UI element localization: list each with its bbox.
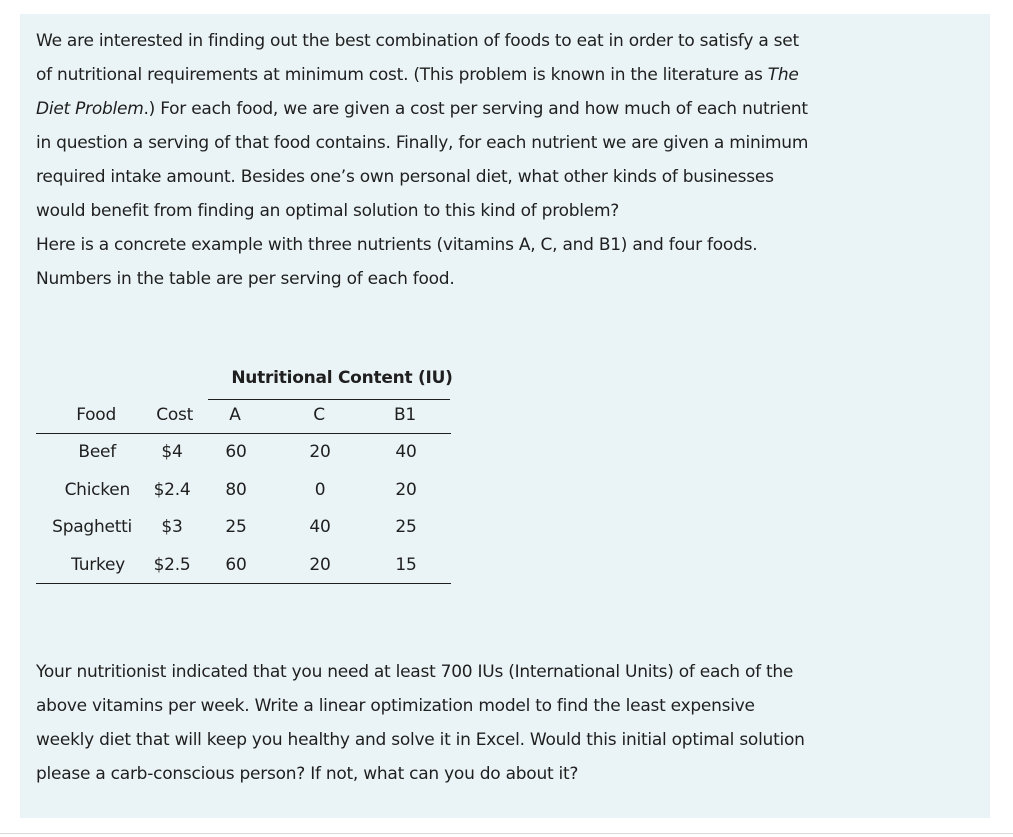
col-header-cost: Cost: [156, 405, 193, 425]
intro-line: in question a serving of that food contains. Finally, for each nutrient we are given a minimum: [36, 133, 809, 153]
col-header-a: A: [229, 405, 241, 425]
outro-line: Your nutritionist indicated that you need at least 700 IUs (International Units) of each of the: [36, 662, 794, 682]
cell-b1: 40: [395, 442, 417, 462]
col-header-c: C: [313, 405, 325, 425]
italic-the: The: [767, 65, 799, 85]
cell-food: Turkey: [71, 555, 125, 575]
cell-c: 40: [309, 517, 331, 537]
intro-line: [36, 92, 976, 126]
cell-cost: $2.5: [153, 555, 191, 575]
cell-a: 60: [225, 555, 247, 575]
cell-cost: $3: [161, 517, 183, 537]
intro-line: would benefit from finding an optimal solution to this kind of problem?: [36, 201, 620, 221]
intro-line-text: .) For each food, we are given a cost per serving and how much of each nutrient: [143, 99, 808, 119]
intro-line-text: of nutritional requirements at minimum cost. (This problem is known in the literature as: [36, 65, 768, 85]
cell-a: 25: [225, 517, 247, 537]
intro-line: [36, 58, 976, 92]
intro-line: We are interested in finding out the best combination of foods to eat in order to satisfy a set: [36, 31, 799, 51]
cell-c: 20: [309, 555, 331, 575]
bottom-rule-table: [36, 583, 451, 584]
cell-cost: $2.4: [153, 480, 191, 500]
cell-b1: 20: [395, 480, 417, 500]
outro-line: weekly diet that will keep you healthy and solve it in Excel. Would this initial optimal solution: [36, 730, 805, 750]
outro-paragraph: [36, 655, 976, 791]
cell-a: 80: [225, 480, 247, 500]
nutrition-table: [36, 366, 456, 606]
cell-b1: 25: [395, 517, 417, 537]
group-header-rule: [208, 399, 450, 400]
intro-line: required intake amount. Besides one’s own personal diet, what other kinds of businesses: [36, 167, 774, 187]
italic-diet-problem: Diet Problem: [36, 99, 144, 119]
page-divider: [0, 833, 1013, 834]
cell-a: 60: [225, 442, 247, 462]
intro-line: Numbers in the table are per serving of each food.: [36, 269, 455, 289]
cell-cost: $4: [161, 442, 183, 462]
group-header: Nutritional Content (IU): [231, 368, 453, 388]
outro-line: please a carb-conscious person? If not, what can you do about it?: [36, 764, 579, 784]
question-panel: [20, 14, 990, 818]
col-header-food: Food: [76, 405, 116, 425]
cell-food: Chicken: [64, 480, 130, 500]
col-header-b1: B1: [394, 405, 416, 425]
outro-line: above vitamins per week. Write a linear optimization model to find the least expensive: [36, 696, 755, 716]
header-rule: [36, 433, 451, 434]
cell-c: 0: [314, 480, 326, 500]
cell-food: Spaghetti: [52, 517, 132, 537]
cell-food: Beef: [78, 442, 116, 462]
cell-b1: 15: [395, 555, 417, 575]
intro-paragraph: [36, 24, 976, 296]
intro-line: Here is a concrete example with three nutrients (vitamins A, C, and B1) and four foods.: [36, 235, 758, 255]
cell-c: 20: [309, 442, 331, 462]
